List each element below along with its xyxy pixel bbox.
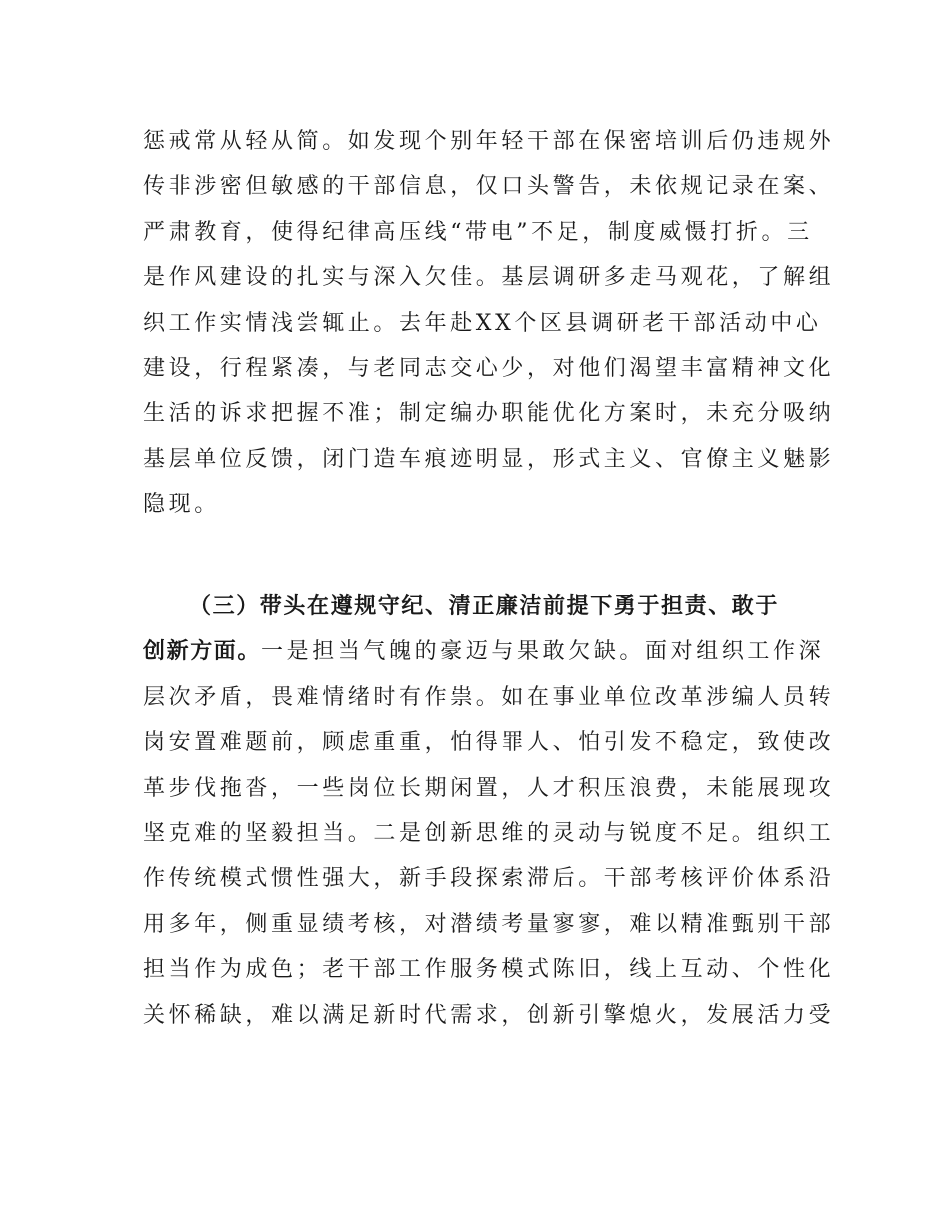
text-line: 传非涉密但敏感的干部信息，仅口头警告，未依规记录在案、 xyxy=(143,174,835,200)
text-line: 岗安置难题前，顾虑重重，怕得罪人、怕引发不稳定，致使改 xyxy=(143,730,835,756)
text-line: 担当作为成色；老干部工作服务模式陈旧，线上互动、个性化 xyxy=(143,957,835,983)
text-line: 严肃教育，使得纪律高压线“带电”不足，制度威慑打折。三 xyxy=(143,219,813,245)
text-line: 层次矛盾，畏难情绪时有作祟。如在事业单位改革涉编人员转 xyxy=(143,684,835,710)
text-line xyxy=(143,629,825,674)
text-line: 织工作实情浅尝辄止。去年赴XX个区县调研老干部活动中心 xyxy=(143,310,822,336)
text-line: 用多年，侧重显绩考核，对潜绩考量寥寥，难以精准甄别干部 xyxy=(143,911,835,937)
text-line: 关怀稀缺，难以满足新时代需求，创新引擎熄火，发展活力受 xyxy=(143,1002,835,1028)
text-line: 作传统模式惯性强大，新手段探索滞后。干部考核评价体系沿 xyxy=(143,866,835,892)
text-line: 是作风建设的扎实与深入欠佳。基层调研多走马观花，了解组 xyxy=(143,265,835,291)
text-line: 坚克难的坚毅担当。二是创新思维的灵动与锐度不足。组织工 xyxy=(143,820,835,846)
text-line: 惩戒常从轻从简。如发现个别年轻干部在保密培训后仍违规外 xyxy=(143,129,835,154)
section-heading: （三）带头在遵规守纪、清正廉洁前提下勇于担责、敢于 xyxy=(189,594,780,619)
text-line: 生活的诉求把握不准；制定编办职能优化方案时，未充分吸纳 xyxy=(143,401,835,427)
text-line-rest: 一是担当气魄的豪迈与果敢欠缺。面对组织工作深 xyxy=(261,639,825,665)
text-line: 隐现。 xyxy=(143,492,220,518)
text-line: 革步伐拖沓，一些岗位长期闲置，人才积压浪费，未能展现攻 xyxy=(143,775,835,801)
section-heading-continued: 创新方面。 xyxy=(143,639,262,665)
paragraph-responsibility xyxy=(143,584,835,1038)
text-line: 基层单位反馈，闭门造车痕迹明显，形式主义、官僚主义魅影 xyxy=(143,446,835,472)
paragraph-discipline xyxy=(143,119,835,528)
text-line: 建设，行程紧凑，与老同志交心少，对他们渴望丰富精神文化 xyxy=(143,355,835,381)
